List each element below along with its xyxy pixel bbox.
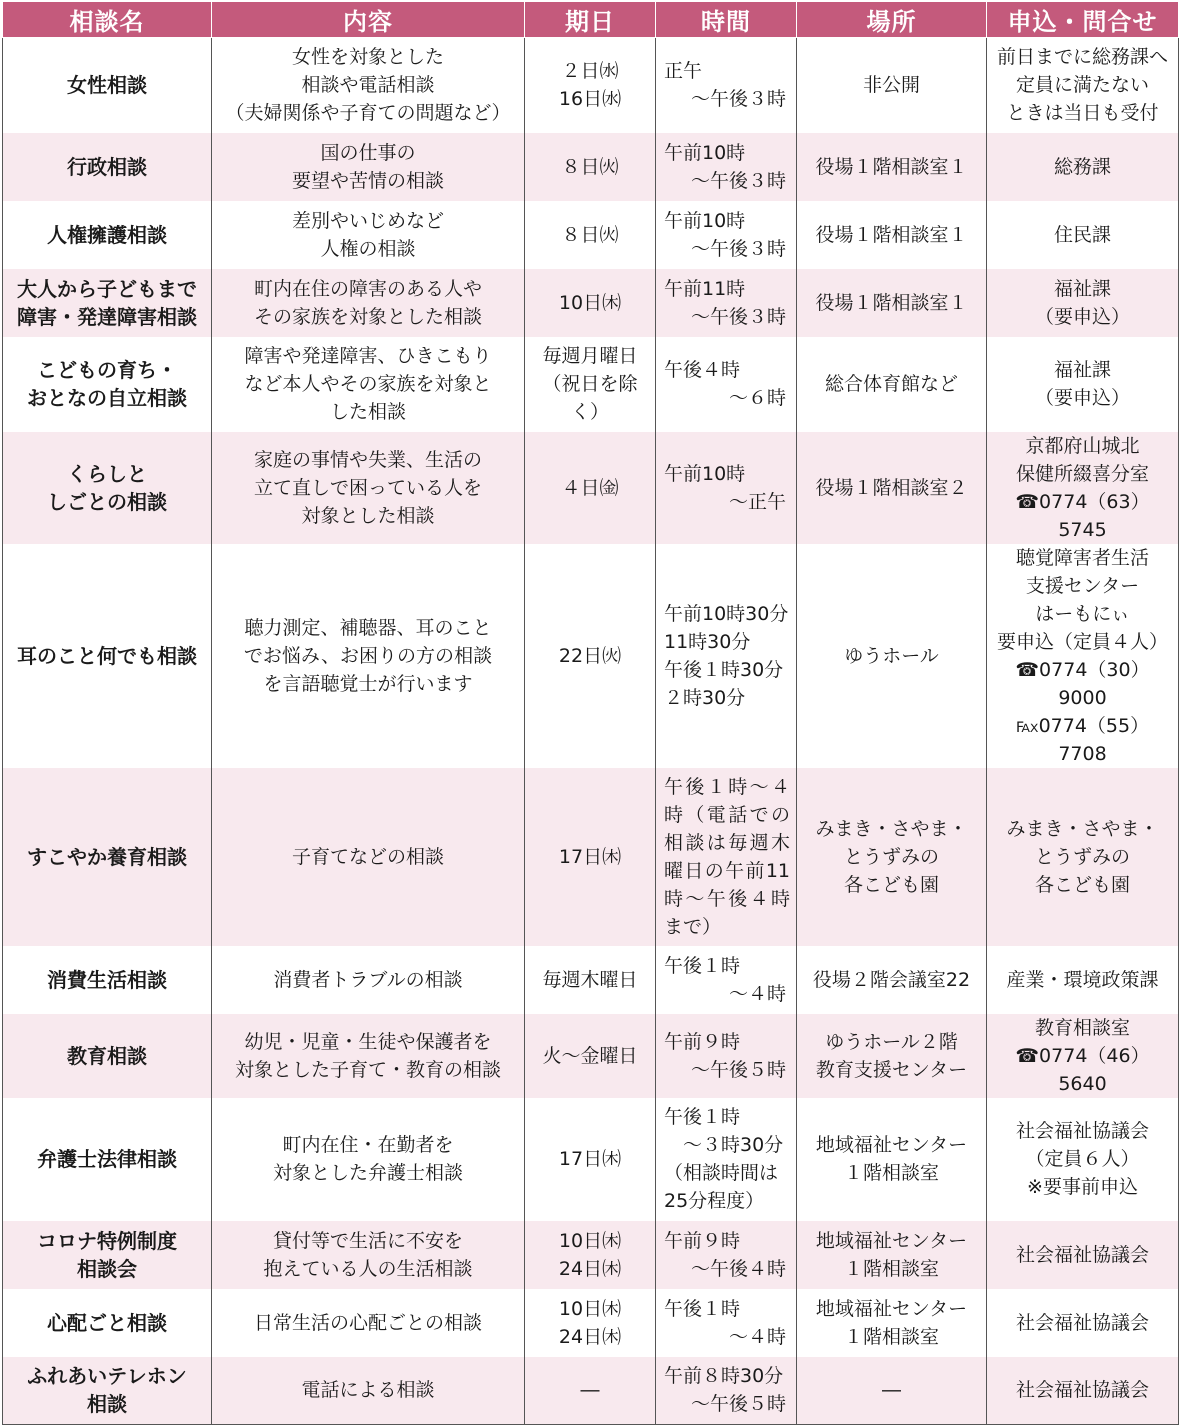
consultation-time xyxy=(656,432,797,544)
consultation-content: 差別やいじめなど 人権の相談 xyxy=(212,201,525,269)
consultation-place: ゆうホール xyxy=(797,544,987,768)
consultation-place: 総合体育館など xyxy=(797,337,987,432)
consultation-time xyxy=(656,201,797,269)
consultation-place: 地域福祉センター １階相談室 xyxy=(797,1289,987,1357)
header-time: 時間 xyxy=(656,2,797,38)
consultation-contact: 総務課 xyxy=(987,133,1179,201)
consultation-contact: 社会福祉協議会 xyxy=(987,1221,1179,1289)
consultation-date: ― xyxy=(525,1357,656,1425)
consultation-name: 消費生活相談 xyxy=(3,946,212,1014)
consultation-content: 町内在住の障害のある人や その家族を対象とした相談 xyxy=(212,269,525,337)
consultation-name: 行政相談 xyxy=(3,133,212,201)
time-start: 正午 xyxy=(664,60,703,83)
consultation-name: すこやか養育相談 xyxy=(3,768,212,946)
consultation-contact: 京都府山城北 保健所綴喜分室 ☎0774（63）5745 xyxy=(987,432,1179,544)
consultation-place: みまき・さやま・ とうずみの 各こども園 xyxy=(797,768,987,946)
time-end: ～午後３時 xyxy=(690,305,786,328)
consultation-content: 町内在住・在勤者を 対象とした弁護士相談 xyxy=(212,1098,525,1221)
header-row xyxy=(3,2,1179,38)
time-start: 午前10時30分 11時30分 午後１時30分 ２時30分 xyxy=(664,602,789,709)
table-row xyxy=(3,201,1179,269)
table-row xyxy=(3,269,1179,337)
time-start: 午前10時 xyxy=(664,462,746,485)
time-start: 午前９時 xyxy=(664,1229,741,1252)
table-row xyxy=(3,544,1179,768)
consultation-time xyxy=(656,544,797,768)
consultation-name: コロナ特例制度 相談会 xyxy=(3,1221,212,1289)
consultation-content: 家庭の事情や失業、生活の 立て直しで困っている人を 対象とした相談 xyxy=(212,432,525,544)
time-start: 午前８時30分 xyxy=(664,1365,784,1388)
header-place: 場所 xyxy=(797,2,987,38)
consultation-time xyxy=(656,133,797,201)
header-name: 相談名 xyxy=(3,2,212,38)
consultation-name: くらしと しごとの相談 xyxy=(3,432,212,544)
consultation-name: ふれあいテレホン 相談 xyxy=(3,1357,212,1425)
consultation-place: 役場１階相談室１ xyxy=(797,269,987,337)
consultation-time xyxy=(656,1289,797,1357)
time-end: ～午後４時 xyxy=(690,1257,786,1280)
time-start: 午前９時 xyxy=(664,1030,741,1053)
time-end: ～午後３時 xyxy=(690,169,786,192)
consultation-place: 役場２階会議室22 xyxy=(797,946,987,1014)
time-start: 午後４時 xyxy=(664,359,741,381)
consultation-date: 火～金曜日 xyxy=(525,1014,656,1098)
table-row xyxy=(3,1098,1179,1221)
consultation-date: 22日㈫ xyxy=(525,544,656,768)
consultation-contact: 社会福祉協議会 （定員６人） ※要事前申込 xyxy=(987,1098,1179,1221)
table-row xyxy=(3,337,1179,432)
table-row xyxy=(3,1357,1179,1425)
consultation-contact: 教育相談室 ☎0774（46）5640 xyxy=(987,1014,1179,1098)
time-start: 午前10時 xyxy=(664,209,746,232)
time-end: ～午後３時 xyxy=(690,88,786,111)
consultation-time xyxy=(656,337,797,432)
consultation-name: 心配ごと相談 xyxy=(3,1289,212,1357)
header-date: 期日 xyxy=(525,2,656,38)
time-end: ～４時 xyxy=(728,1325,786,1348)
consultation-time xyxy=(656,1357,797,1425)
consultation-time xyxy=(656,946,797,1014)
consultation-date: 17日㈭ xyxy=(525,1098,656,1221)
consultation-content: 日常生活の心配ごとの相談 xyxy=(212,1289,525,1357)
time-end: ～正午 xyxy=(728,490,786,513)
time-start: 午前10時 xyxy=(664,141,746,164)
table-row xyxy=(3,768,1179,946)
consultation-time xyxy=(656,768,797,946)
consultation-name: 女性相談 xyxy=(3,38,212,133)
consultation-contact: 社会福祉協議会 xyxy=(987,1357,1179,1425)
consultation-place: 地域福祉センター １階相談室 xyxy=(797,1221,987,1289)
consultation-date: 10日㈭ xyxy=(525,269,656,337)
consultation-contact: 産業・環境政策課 xyxy=(987,946,1179,1014)
consultation-content: 貸付等で生活に不安を 抱えている人の生活相談 xyxy=(212,1221,525,1289)
consultation-time xyxy=(656,1014,797,1098)
consultation-schedule-table xyxy=(2,1,1179,1425)
consultation-place: 非公開 xyxy=(797,38,987,133)
consultation-contact: みまき・さやま・ とうずみの 各こども園 xyxy=(987,768,1179,946)
time-end: ～午後５時 xyxy=(690,1058,786,1081)
consultation-time xyxy=(656,1098,797,1221)
consultation-contact: 聴覚障害者生活 支援センター はーもにぃ 要申込（定員４人） ☎0774（30）9000 ℻0774（55）7708 xyxy=(987,544,1179,768)
consultation-date: 毎週木曜日 xyxy=(525,946,656,1014)
consultation-contact: 前日までに総務課へ 定員に満たない ときは当日も受付 xyxy=(987,38,1179,133)
consultation-date: ４日㈮ xyxy=(525,432,656,544)
consultation-place: 役場１階相談室１ xyxy=(797,133,987,201)
consultation-content: 聴力測定、補聴器、耳のこと でお悩み、お困りの方の相談 を言語聴覚士が行います xyxy=(212,544,525,768)
table-row xyxy=(3,946,1179,1014)
table-row xyxy=(3,38,1179,133)
consultation-content: 女性を対象とした 相談や電話相談 （夫婦関係や子育ての問題など） xyxy=(212,38,525,133)
table-row xyxy=(3,432,1179,544)
table-row xyxy=(3,133,1179,201)
consultation-time xyxy=(656,1221,797,1289)
consultation-date: 毎週月曜日 （祝日を除く） xyxy=(525,337,656,432)
consultation-date: ８日㈫ xyxy=(525,201,656,269)
header-contact: 申込・問合せ xyxy=(987,2,1179,38)
consultation-name: 弁護士法律相談 xyxy=(3,1098,212,1221)
consultation-content: 電話による相談 xyxy=(212,1357,525,1425)
consultation-date: 17日㈭ xyxy=(525,768,656,946)
consultation-contact: 福祉課 （要申込） xyxy=(987,269,1179,337)
time-start: 午後１時 xyxy=(664,1297,741,1320)
consultation-contact: 社会福祉協議会 xyxy=(987,1289,1179,1357)
consultation-name: 教育相談 xyxy=(3,1014,212,1098)
consultation-contact: 住民課 xyxy=(987,201,1179,269)
consultation-content: 子育てなどの相談 xyxy=(212,768,525,946)
consultation-name: 大人から子どもまで 障害・発達障害相談 xyxy=(3,269,212,337)
time-start: 午前11時 xyxy=(664,277,746,300)
consultation-content: 国の仕事の 要望や苦情の相談 xyxy=(212,133,525,201)
consultation-place: ― xyxy=(797,1357,987,1425)
consultation-date: 10日㈭ 24日㈭ xyxy=(525,1289,656,1357)
consultation-place: 役場１階相談室１ xyxy=(797,201,987,269)
table-row xyxy=(3,1014,1179,1098)
consultation-name: 耳のこと何でも相談 xyxy=(3,544,212,768)
consultation-time xyxy=(656,269,797,337)
consultation-date: ２日㈬ 16日㈬ xyxy=(525,38,656,133)
consultation-content: 消費者トラブルの相談 xyxy=(212,946,525,1014)
consultation-name: 人権擁護相談 xyxy=(3,201,212,269)
consultation-place: 地域福祉センター １階相談室 xyxy=(797,1098,987,1221)
table-row xyxy=(3,1221,1179,1289)
consultation-place: 役場１階相談室２ xyxy=(797,432,987,544)
time-start: 午後１時 xyxy=(664,954,741,977)
time-end: ～４時 xyxy=(728,982,786,1005)
consultation-content: 幼児・児童・生徒や保護者を 対象とした子育て・教育の相談 xyxy=(212,1014,525,1098)
header-content: 内容 xyxy=(212,2,525,38)
consultation-name: こどもの育ち・ おとなの自立相談 xyxy=(3,337,212,432)
consultation-date: ８日㈫ xyxy=(525,133,656,201)
table-row xyxy=(3,1289,1179,1357)
time-start: 午後１時～４時（電話での相談は毎週木曜日の午前11時～午後４時まで） xyxy=(664,775,790,938)
consultation-contact: 福祉課 （要申込） xyxy=(987,337,1179,432)
consultation-content: 障害や発達障害、ひきこもり など本人やその家族を対象と した相談 xyxy=(212,337,525,432)
consultation-date: 10日㈭ 24日㈭ xyxy=(525,1221,656,1289)
time-end: ～午後５時 xyxy=(690,1393,786,1416)
time-start: 午後１時 ～３時30分 （相談時間は 25分程度） xyxy=(664,1106,784,1212)
time-end: ～午後３時 xyxy=(690,237,786,260)
consultation-place: ゆうホール２階 教育支援センター xyxy=(797,1014,987,1098)
time-end: ～６時 xyxy=(728,387,786,409)
consultation-time xyxy=(656,38,797,133)
